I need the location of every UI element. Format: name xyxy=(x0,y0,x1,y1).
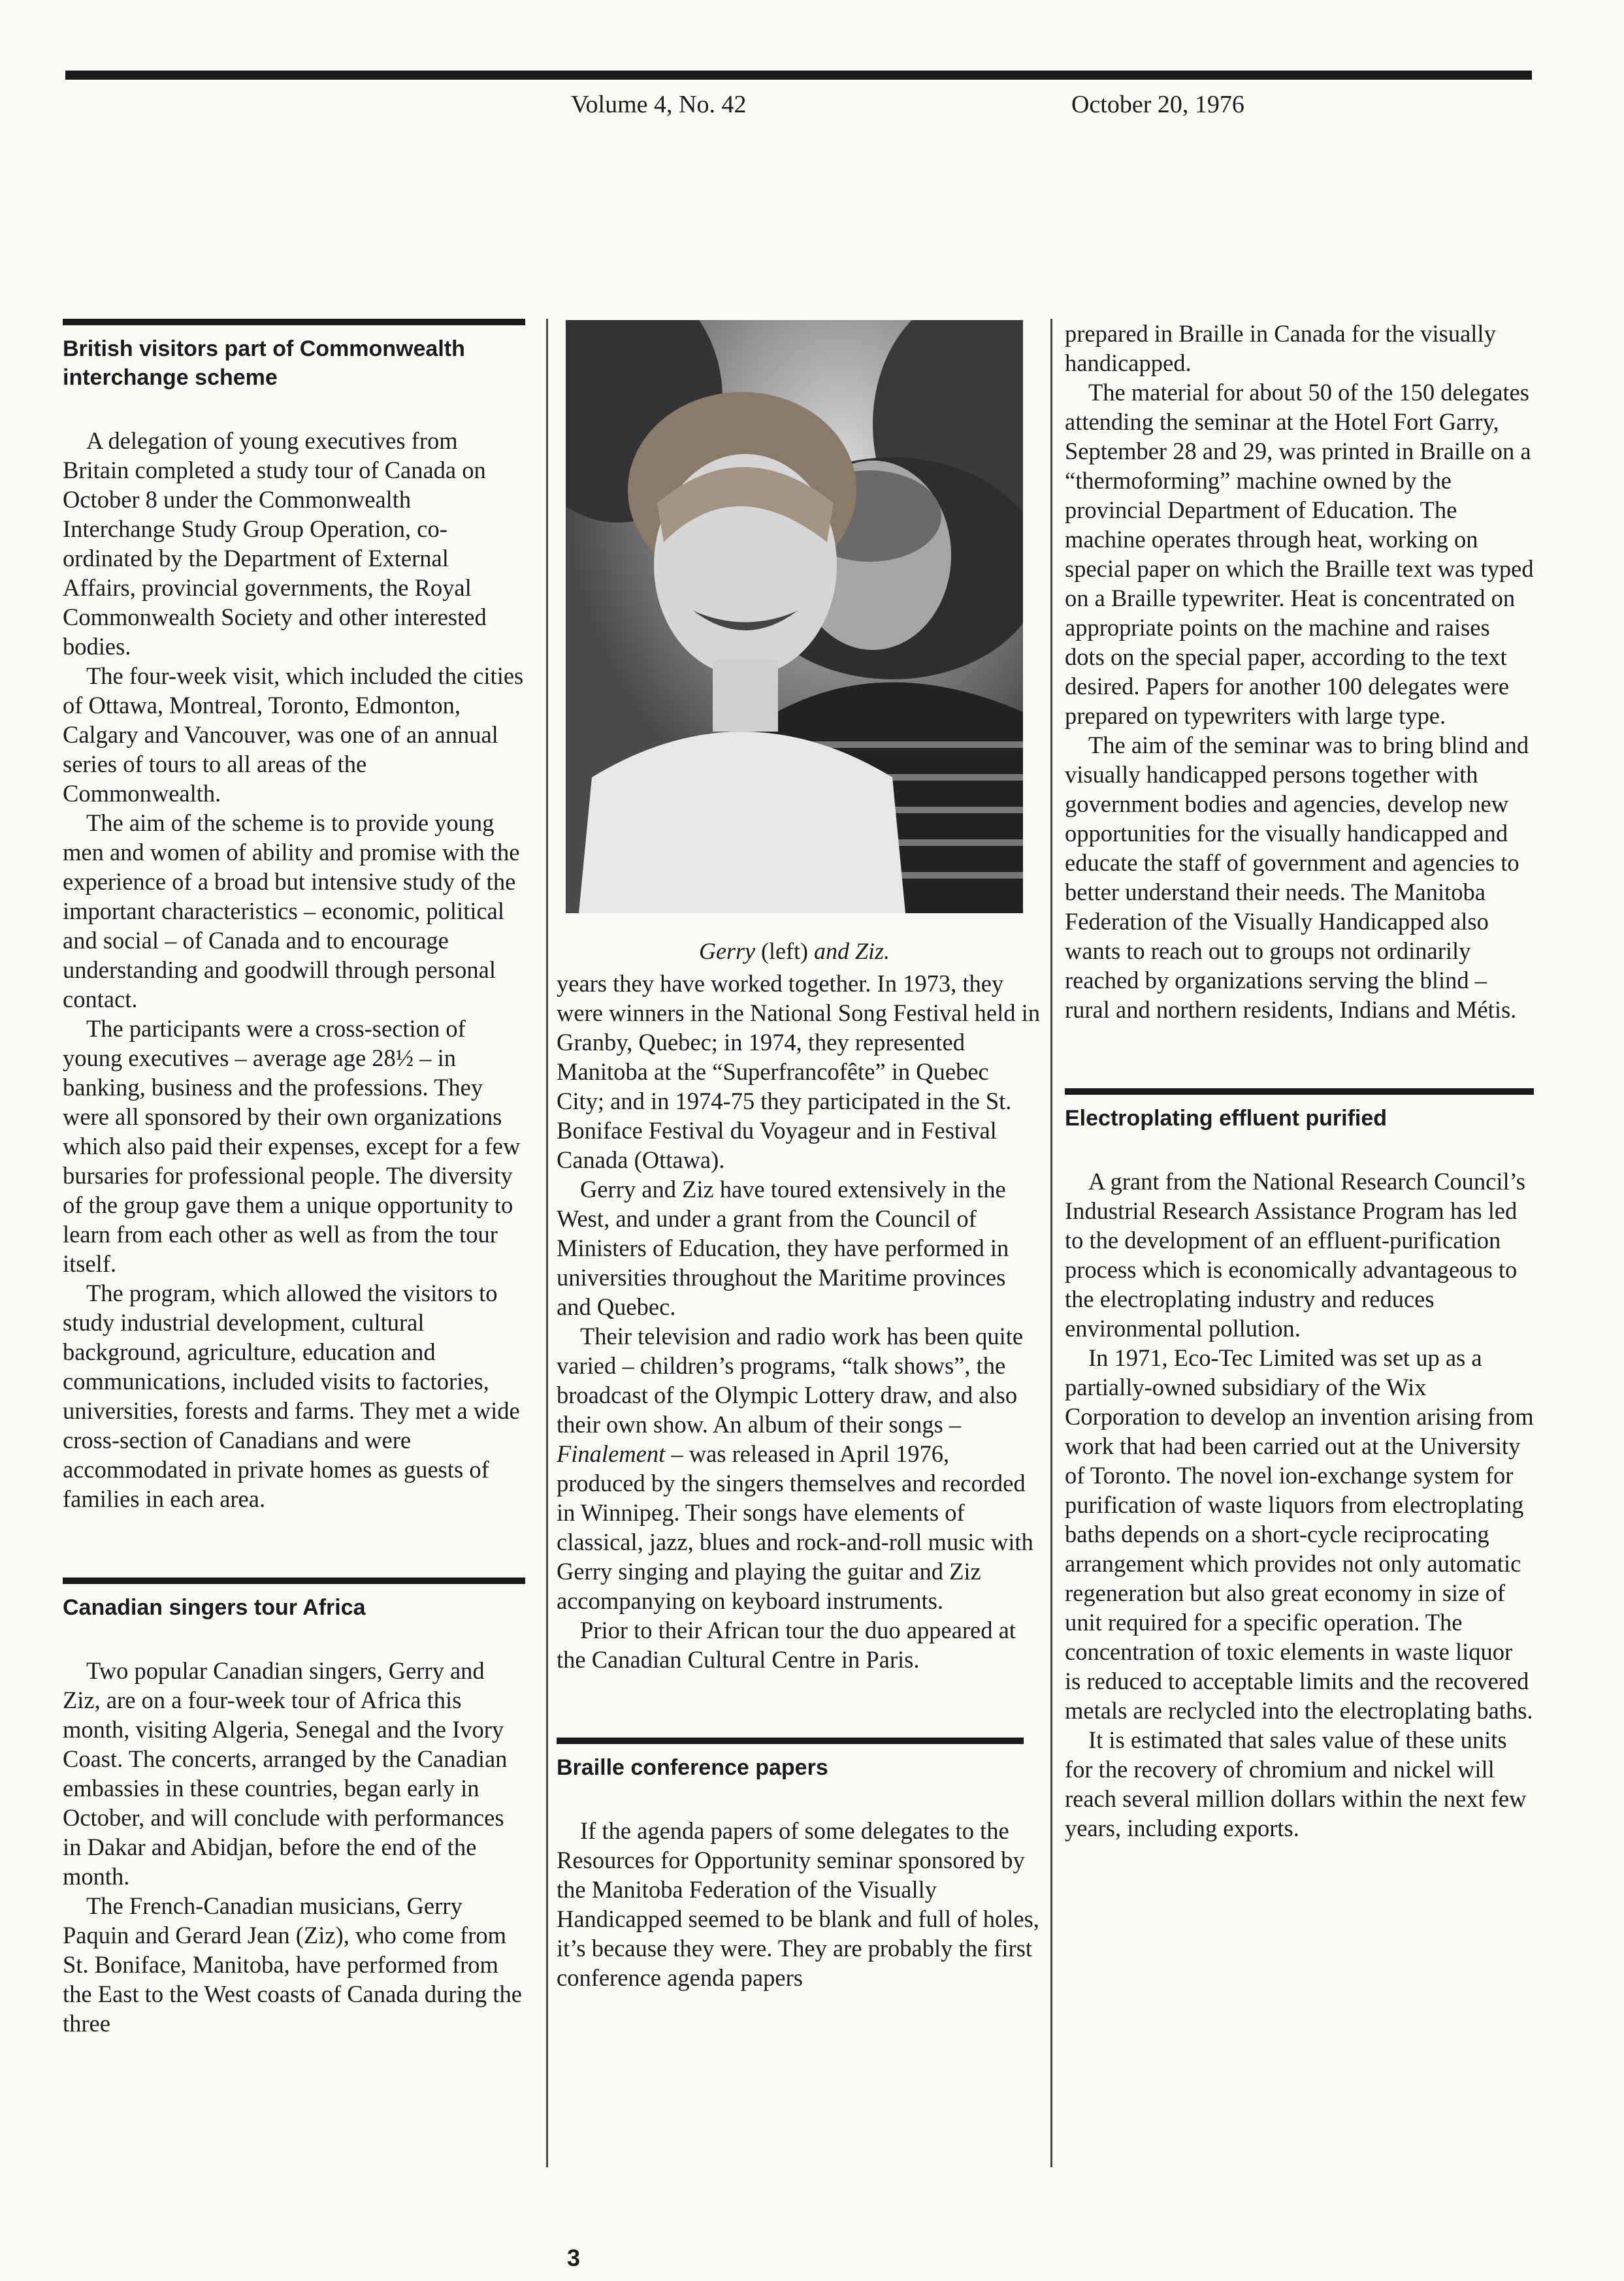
british-paragraph: The participants were a cross-section of young executives – average age 28½ – in banking, business and the professions. They were all sponsored by their own organizations which also paid their expenses, except for a few bursaries for professional people. The diversity of the group gave them a unique opportunity to learn from each other as well as from the tour itself. xyxy=(63,1015,521,1277)
british-paragraph: The four-week visit, which included the cities of Ottawa, Montreal, Toronto, Edmonton, Calgary and Vancouver, was one of an annual series of tours to all areas of the Commonwealth. xyxy=(63,662,524,807)
headline-rule xyxy=(63,1577,525,1584)
british-paragraph: The aim of the scheme is to provide young men and women of ability and promise with the experience of a broad but intensive study of the important characteristics – economic, political and social – of Canada and to encourage understanding and goodwill through personal contact. xyxy=(63,809,520,1012)
column-1 xyxy=(63,319,525,2038)
electroplating-paragraph: It is estimated that sales value of these units for the recovery of chromium and nickel will reach several million dollars within the next few years, including exports. xyxy=(1065,1726,1527,1841)
column-divider xyxy=(546,319,548,2167)
braille-paragraph: The material for about 50 of the 150 delegates attending the seminar at the Hotel Fort Garry, September 28 and 29, was printed in Braille on a “thermoforming” machine owned by the provincial Department of Education. The machine operates through heat, working on special paper on which the Braille text was typed on a Braille typewriter. Heat is concentrated on appropriate points on the machine and raises dots on the special paper, according to the text desired. Papers for another 100 delegates were prepared on typewriters with large type. xyxy=(1065,379,1534,729)
singers-headline: Canadian singers tour Africa xyxy=(63,1595,366,1620)
braille-headline: Braille conference papers xyxy=(557,1755,828,1780)
singers-paragraph: The French-Canadian musicians, Gerry Paquin and Gerard Jean (Ziz), who come from St. Boniface, Manitoba, have performed from the East to the West coasts of Canada during the three xyxy=(63,1892,522,2037)
headline-rule xyxy=(1065,1088,1534,1095)
singers-paragraph: Gerry and Ziz have toured extensively in the West, and under a grant from the Council of Ministers of Education, they have performed in universities throughout the Maritime provinces and Quebec. xyxy=(557,1176,1009,1320)
page-number: 3 xyxy=(567,2244,581,2271)
column-divider xyxy=(1050,319,1052,2167)
issue-date: October 20, 1976 xyxy=(1071,91,1244,118)
tv-text: Their television and radio work has been quite varied – children’s programs, “talk shows”, the broadcast of the Olympic Lottery draw, and also their own show. An album of their songs – xyxy=(557,1323,1024,1438)
braille-paragraph: prepared in Braille in Canada for the visually handicapped. xyxy=(1065,320,1496,376)
electroplating-headline: Electroplating effluent purified xyxy=(1065,1106,1388,1131)
singers-paragraph xyxy=(557,1321,1040,1615)
tv-text: – was released in April 1976, produced by the singers themselves and recorded in Winnipeg. Their songs have elements of classical, jazz, blues and rock-and-roll music with Gerry singing and playing the guitar and Ziz accompanying on keyboard instruments. xyxy=(557,1440,1033,1614)
singers-paragraph: Prior to their African tour the duo appeared at the Canadian Cultural Centre in Paris. xyxy=(557,1617,1016,1673)
caption-name: Gerry xyxy=(699,938,755,964)
caption-end: and Ziz. xyxy=(813,938,890,964)
singers-paragraph: Two popular Canadian singers, Gerry and Ziz, are on a four-week tour of Africa this month, visiting Algeria, Senegal and the Ivory Coast. The concerts, arranged by the Canadian embassies in these countries, began early in October, and will conclude with performances in Dakar and Abidjan, before the end of the month. xyxy=(63,1657,508,1890)
gerry-and-ziz-photo xyxy=(566,320,1023,913)
album-title: Finalement xyxy=(557,1440,666,1467)
caption-mid: (left) xyxy=(755,938,814,964)
braille-paragraph: If the agenda papers of some delegates to the Resources for Opportunity seminar sponsored by the Manitoba Federation of the Visually Handicapped seemed to be blank and full of holes, it’s because they were. They are probably the first conference agenda papers xyxy=(557,1817,1039,1991)
british-headline: British visitors part of Commonwealth interchange scheme xyxy=(63,336,465,390)
electroplating-paragraph: In 1971, Eco-Tec Limited was set up as a partially-owned subsidiary of the Wix Corporation to develop an invention arising from work that had been carried out at the University of Toronto. The novel ion-exchange system for purification of waste liquors from electroplating baths depends on a short-cycle reciprocating arrangement which provides not only automatic regeneration but also great economy in size of unit required for a specific operation. The concentration of toxic elements in waste liquor is reduced to acceptable limits and the recovered metals are reclycled into the electroplating baths. xyxy=(1065,1344,1534,1724)
british-paragraph: The program, which allowed the visitors to study industrial development, cultural background, agriculture, education and communications, included visits to factories, universities, forests and farms. They met a wide cross-section of Canadians and were accommodated in private homes as guests of families in each area. xyxy=(63,1280,520,1512)
photo-caption xyxy=(566,937,1023,965)
singers-paragraph: years they have worked together. In 1973, they were winners in the National Song Festival held in Granby, Quebec; in 1974, they represented Manitoba at the “Superfrancofête” in Quebec City; and in 1974-75 they participated in the St. Boniface Festival du Voyageur and in Festival Canada (Ottawa). xyxy=(557,970,1040,1173)
headline-rule xyxy=(63,319,525,325)
column-3 xyxy=(1065,319,1534,1843)
braille-paragraph: The aim of the seminar was to bring blind and visually handicapped persons together with government bodies and agencies, develop new opportunities for the visually handicapped and educate the staff of government and agencies to better understand their needs. The Manitoba Federation of the Visually Handicapped also wants to reach out to groups not ordinarily reached by organizations serving the blind – rural and northern residents, Indians and Métis. xyxy=(1065,732,1529,1023)
masthead-rule xyxy=(65,71,1532,80)
volume-number: Volume 4, No. 42 xyxy=(571,91,747,118)
headline-rule xyxy=(557,1738,1024,1744)
electroplating-paragraph: A grant from the National Research Council’s Industrial Research Assistance Program has led to the development of an effluent-purification process which is economically advantageous to the electroplating industry and reduces environmental pollution. xyxy=(1065,1168,1525,1342)
column-2 xyxy=(557,969,1040,1992)
british-paragraph: A delegation of young executives from Britain completed a study tour of Canada on October 8 under the Commonwealth Interchange Study Group Operation, co-ordinated by the Department of External Affairs, provincial governments, the Royal Commonwealth Society and other interested bodies. xyxy=(63,427,487,660)
